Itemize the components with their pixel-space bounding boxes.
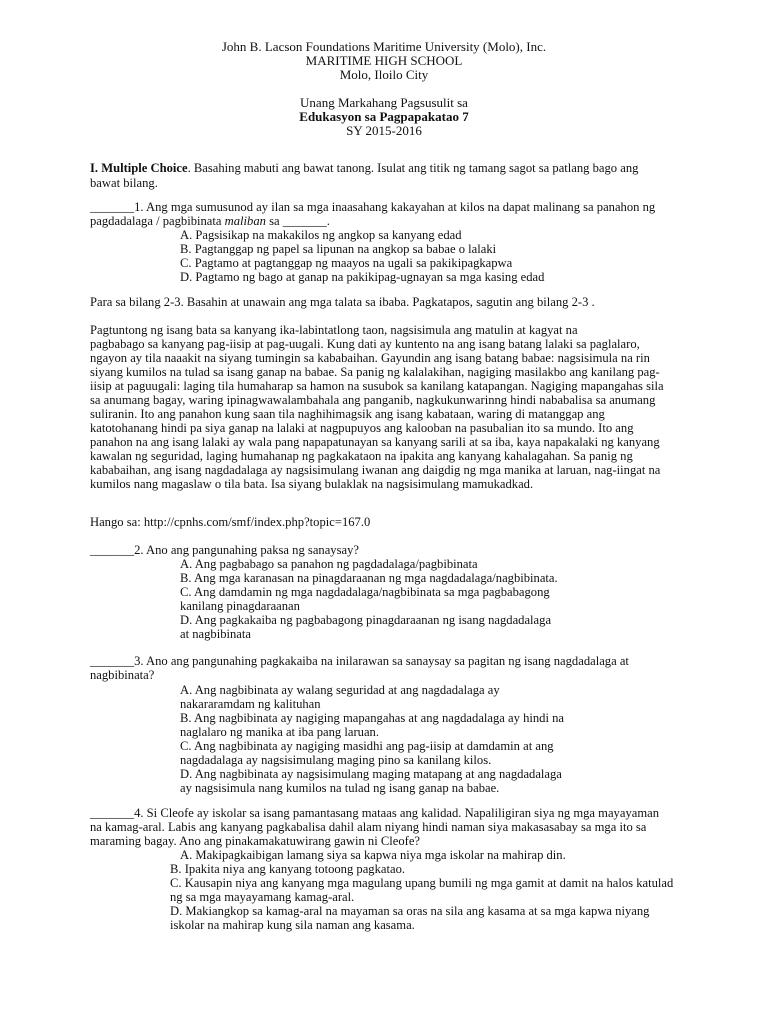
- q3-choice-a-cont: nakararamdam ng kalituhan: [180, 697, 321, 711]
- instructions-text: . Basahing mabuti ang bawat tanong. Isulat ang titik ng tamang sagot sa patlang bago ang: [187, 161, 639, 175]
- q1-choice-b: B. Pagtanggap ng papel sa lipunan na angkop sa babae o lalaki: [180, 242, 497, 256]
- q4-choice-a: A. Makipagkaibigan lamang siya sa kapwa niya mga iskolar na mahirap din.: [180, 848, 566, 862]
- passage-line: panahon na ang isang lalaki ay wala pang napapatunayan sa kanyang sarili at sa iba, kaya napakalaki ng kanyang: [90, 435, 660, 449]
- q4-choice-d: D. Makiangkop sa kamag-aral na mayaman sa oras na sila ang kasama at sa mga kapwa niyang: [170, 904, 650, 918]
- passage-line: siyang kumilos na tulad sa isang ganap na babae. Sa panig ng kalalakihan, nagiging masilakbo ang kanilang pag-: [90, 365, 660, 379]
- q1-choice-c: C. Pagtamo at pagtanggap ng maayos na ugali sa pakikipagkapwa: [180, 256, 513, 270]
- school-name: John B. Lacson Foundations Maritime University (Molo), Inc.: [221, 39, 547, 54]
- q4-choice-b: B. Ipakita niya ang kanyang totoong pagkatao.: [170, 862, 406, 876]
- question-4-stem: _______4. Si Cleofe ay iskolar sa isang pamantasang mataas ang kalidad. Napaliligiran siya ng mga mayayaman: [90, 806, 660, 820]
- question-1-stem: _______1. Ang mga sumusunod ay ilan sa mga inaasahang kakayahan at kilos na dapat malinang sa panahon ng: [90, 200, 656, 214]
- passage-line: kawalan ng seguridad, laging humahanap ng pagkakataon na ipakita ang kanyang kahalagahan. Sa panig ng: [90, 449, 633, 463]
- school-department: MARITIME HIGH SCHOOL: [305, 53, 463, 68]
- passage-line: katotohanang hindi pa siya ganap na lalaki at nagpupuyos ang kalooban na pasubalian ito sa mundo. Ito ang: [90, 421, 634, 435]
- question-4-stem-cont: maraming bagay. Ano ang pinakamakatuwirang gawin ni Cleofe?: [90, 834, 421, 848]
- section-instructions: [90, 161, 638, 176]
- q2-choice-b: B. Ang mga karanasan na pinagdaraanan ng mga nagdadalaga/nagbibinata.: [180, 571, 558, 585]
- section-label: I. Multiple Choice: [90, 161, 188, 175]
- passage-source: Hango sa: http://cpnhs.com/smf/index.php?topic=167.0: [90, 515, 371, 529]
- passage-line: suliranin. Ito ang panahon kung saan tila naghihimagsik ang isang kabataan, waring di matanggap ang: [90, 407, 605, 421]
- question-1-stem-cont: [90, 214, 330, 229]
- passage-line: kumilos nang magaslaw o tila bata. Isa siyang bulaklak na nagsisimulang mamukadkad.: [90, 477, 534, 491]
- stem-text-end: sa _______.: [265, 214, 330, 228]
- q3-choice-c-cont: nagdadalaga ay nagsisimulang maging pino sa kanilang kilos.: [180, 753, 492, 767]
- q3-choice-d: D. Ang nagbibinata ay nagsisimulang maging matapang at ang nagdadalaga: [180, 767, 562, 781]
- school-year: SY 2015-2016: [346, 123, 422, 138]
- q3-choice-d-cont: ay nagsisimula nang kumilos na tulad ng isang ganap na babae.: [180, 781, 500, 795]
- passage-line: ngayon ay tila naaakit na siyang tumingin sa kababaihan. Gayundin ang isang batang babae: nagsisimula na rin: [90, 351, 650, 365]
- question-4-stem-cont: na kamag-aral. Labis ang kanyang pagkabalisa dahil alam niyang hindi naman siya makasasabay sa mga ito sa: [90, 820, 647, 834]
- question-3-stem: _______3. Ano ang pangunahing pagkakaiba na inilarawan sa sanaysay sa pagitan ng isang nagdadalaga at: [90, 654, 629, 668]
- instructions-text-cont: bawat bilang.: [90, 176, 158, 190]
- q1-choice-d: D. Pagtamo ng bago at ganap na pakikipag-ugnayan sa mga kasing edad: [180, 270, 545, 284]
- question-2-stem: _______2. Ano ang pangunahing paksa ng sanaysay?: [90, 543, 359, 557]
- question-3-stem-cont: nagbibinata?: [90, 668, 155, 682]
- q3-choice-c: C. Ang nagbibinata ay nagiging masidhi ang pag-iisip at damdamin at ang: [180, 739, 554, 753]
- passage-line: Pagtuntong ng isang bata sa kanyang ika-labintatlong taon, nagsisimula ang matulin at kagyat na: [90, 323, 578, 337]
- stem-text: pagdadalaga / pagbibinata: [90, 214, 225, 228]
- q4-choice-c: C. Kausapin niya ang kanyang mga magulang upang bumili ng mga gamit at damit na halos katulad: [170, 876, 674, 890]
- exam-subject: Edukasyon sa Pagpapakatao 7: [299, 109, 469, 124]
- q3-choice-b: B. Ang nagbibinata ay nagiging mapangahas at ang nagdadalaga ay hindi na: [180, 711, 564, 725]
- q3-choice-b-cont: naglalaro ng manika at iba pang laruan.: [180, 725, 379, 739]
- q1-choice-a: A. Pagsisikap na makakilos ng angkop sa kanyang edad: [180, 228, 462, 242]
- exam-title: Unang Markahang Pagsusulit sa: [300, 95, 468, 110]
- q2-choice-d: D. Ang pagkakaiba ng pagbabagong pinagdaraanan ng isang nagdadalaga: [180, 613, 552, 627]
- passage-instructions: Para sa bilang 2-3. Basahin at unawain ang mga talata sa ibaba. Pagkatapos, sagutin ang bilang 2-3 .: [90, 295, 595, 309]
- passage-line: iisip at paguugali: laging tila humaharap sa hamon na susubok sa kanilang katapangan. Nagiging mapangahas sila: [90, 379, 664, 393]
- school-location: Molo, Iloilo City: [339, 67, 429, 82]
- q4-choice-d-cont: iskolar na mahirap kung sila naman ang kasama.: [170, 918, 415, 932]
- q2-choice-c-cont: kanilang pinagdaraanan: [180, 599, 300, 613]
- q4-choice-c-cont: ng sa mga mayayamang kamag-aral.: [170, 890, 355, 904]
- q2-choice-a: A. Ang pagbabago sa panahon ng pagdadalaga/pagbibinata: [180, 557, 478, 571]
- stem-emphasis: maliban: [224, 214, 266, 228]
- q2-choice-d-cont: at nagbibinata: [180, 627, 251, 641]
- passage-line: sa anumang bagay, waring ipinagwawalambahala ang panganib, nagkukunwarinng hindi nababalisa sa anumang: [90, 393, 656, 407]
- q3-choice-a: A. Ang nagbibinata ay walang seguridad at ang nagdadalaga ay: [180, 683, 500, 697]
- q2-choice-c: C. Ang damdamin ng mga nagdadalaga/nagbibinata sa mga pagbabagong: [180, 585, 550, 599]
- passage-line: pagbabago sa kanyang pag-iisip at pag-uugali. Kung dati ay kuntento na ang isang batang lalaki sa paglalaro,: [90, 337, 640, 351]
- passage-line: kababaihan, ang isang nagdadalaga ay nagsisimulang iwanan ang daigdig ng mga manika at laruan, nag-iingat na: [90, 463, 661, 477]
